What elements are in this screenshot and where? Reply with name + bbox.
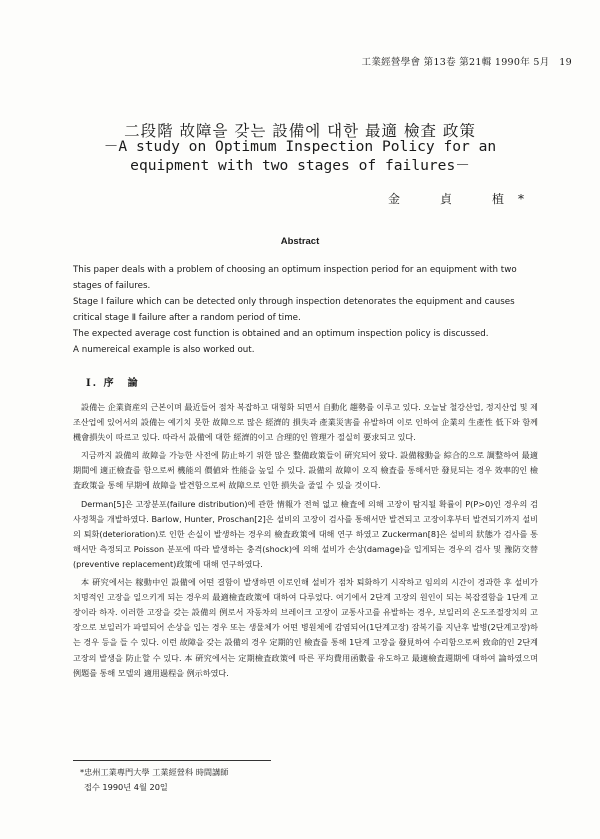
footnote-received-date: 접수 1990년 4월 20일: [84, 782, 168, 792]
english-title: －A study on Optimum Inspection Policy for an equipment with two stages of failures－: [103, 138, 497, 174]
abstract-paragraph: This paper deals with a problem of choosing an optimum inspection period for an equipment with two stages of failures.: [73, 265, 517, 292]
footnote: [80, 765, 229, 795]
abstract-paragraph: A numereical example is also worked out.: [73, 345, 255, 356]
abstract-heading: Abstract: [280, 236, 320, 247]
introduction-body: [73, 400, 538, 684]
footnote-divider: [73, 760, 271, 761]
body-paragraph: 本 硏究에서는 稼動中인 設備에 어떤 결함이 발생하면 이로인해 설비가 점차 퇴화하기 시작하고 임의의 시간이 경과한 후 설비가 치명적인 고장을 일으키게 되는 경우의 最適檢査政策에 대하여 다루었다. 여기에서 2단계 고장의 원인이 되는 복잡결함을 1단계 고장이라 하자. 이러한 고장을 갖는 設備의 例로서 자동차의 브레이크 고장이 교통사고를 유발하는 경우, 보일러의 온도조절장치의 고장으로 보일러가 파열되어 손상을 입는 경우 또는 생물체가 어떤 병원체에 감염되어(1단계고장) 잠복기를 지난후 발병(2단계고장)하는 경우 등을 들 수 있다. 이런 故障을 갖는 設備의 경우 定期的인 檢査를 통해 1단계 고장을 發見하여 수리함으로써 致命的인 2단계 고장의 발생을 防止할 수 있다. 本 硏究에서는 定期檢査政策에 따른 平均費用函數를 유도하고 最適檢査週期에 대하여 論하였으며 例題를 통해 모델의 適用過程을 例示하였다.: [73, 577, 538, 678]
author-name: 金 貞 植*: [387, 192, 538, 206]
body-paragraph: 지금까지 設備의 故障을 가능한 사전에 防止하기 위한 많은 整備政策들이 硏究되어 왔다. 設備稼動을 綜合的으로 調整하여 最適期間에 適正檢査를 함으로써 機能의 價値와 性能을 높일 수 있다. 設備의 故障이 오직 檢査를 통해서만 發見되는 경우 效率的인 檢査政策을 통해 早期에 故障을 발견함으로써 故障으로 인한 損失을 줄일 수 있을 것이다.: [73, 450, 538, 491]
body-paragraph: Derman[5]은 고장분포(failure distribution)에 관한 情報가 전혀 없고 檢査에 의해 고장이 탐지될 확률이 P(P>0)인 경우의 검사정책을 개발하였다. Barlow, Hunter, Proschan[2]은 설비의 고장이 검사를 통해서만 발견되고 고장이후부터 발견되기까지 설비의 퇴화(deterioration)로 인한 손실이 발생하는 경우의 檢査政策에 대해 연구 하였고 Zuckerman[8]은 설비의 狀態가 검사를 통해서만 측정되고 Poisson 분포에 따라 발생하는 충격(shock)에 의해 설비가 손상(damage)을 입게되는 경우의 검사 및 豫防交替(preventive replacement)政策에 대해 연구하였다.: [73, 498, 538, 569]
korean-title: 二段階 故障을 갖는 設備에 대한 最適 檢査 政策: [124, 122, 476, 140]
abstract-body: [73, 262, 538, 359]
footnote-affiliation: *忠州工業專門大學 工業經營科 時間講師: [80, 767, 229, 777]
section-heading: Ⅰ. 序 論: [86, 378, 140, 389]
abstract-paragraph: The expected average cost function is obtained and an optimum inspection policy is discussed.: [73, 329, 489, 340]
running-head: 工業經營學會 第13卷 第21輯 1990年 5月 19: [361, 57, 572, 68]
body-paragraph: 設備는 企業資産의 근본이며 最近들어 점차 복잡하고 대형화 되면서 自動化 趨勢를 이루고 있다. 오늘날 철강산업, 정지산업 및 제조산업에 있어서의 設備는 예기치 못한 故障으로 많은 經濟的 損失과 產業災害를 유발하며 이로 인하여 企業의 生產性 低下와 함께 機會損失이 따르고 있다. 따라서 設備에 대한 經濟的이고 合理的인 管理가 절실히 要求되고 있다.: [73, 402, 538, 443]
abstract-paragraph: Stage I failure which can be detected only through inspection detenorates the equipment and causes critical stage Ⅱ failure after a random period of time.: [73, 297, 515, 324]
